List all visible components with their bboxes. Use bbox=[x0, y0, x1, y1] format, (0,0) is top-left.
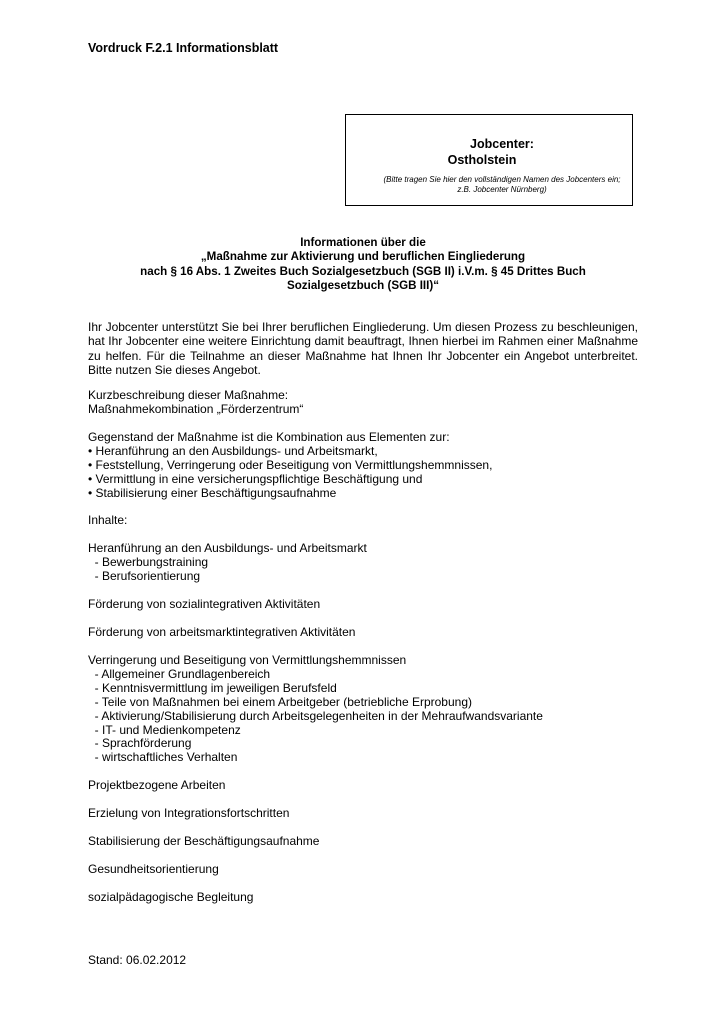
blank-line bbox=[88, 501, 638, 515]
blank-line bbox=[88, 877, 638, 891]
body-line: Kurzbeschreibung dieser Maßnahme: bbox=[88, 388, 289, 402]
body-line: • Vermittlung in eine versicherungspflichtige Beschäftigung und bbox=[88, 471, 423, 486]
jobcenter-name: Ostholstein bbox=[447, 153, 517, 167]
body-line: Projektbezogene Arbeiten bbox=[88, 778, 226, 793]
body-line: Erzielung von Integrationsfortschritten bbox=[88, 806, 290, 821]
blank-line bbox=[88, 584, 638, 598]
body-line: - Kenntnisvermittlung im jeweiligen Berufsfeld bbox=[88, 680, 337, 695]
body-line: sozialpädagogische Begleitung bbox=[88, 889, 254, 904]
body-line: - IT- und Medienkompetenz bbox=[88, 722, 241, 737]
intro-paragraph: Ihr Jobcenter unterstützt Sie bei Ihrer beruflichen Eingliederung. Um diesen Prozess zu beschleunigen, hat Ihr Jobcenter eine weitere Einrichtung damit beauftragt, Ihnen hierbei im Rahmen einer Maßnahme zu helfen. Für die Teilnahme an dieser Maßnahme hat Ihnen Ihr Jobcenter ein Angebot unterbreitet. Bitte nutzen Sie dieses Angebot. bbox=[88, 320, 638, 377]
body-line: Heranführung an den Ausbildungs- und Arbeitsmarkt bbox=[88, 541, 367, 556]
heading-line: nach § 16 Abs. 1 Zweites Buch Sozialgesetzbuch (SGB II) i.V.m. § 45 Drittes Buch bbox=[140, 264, 586, 278]
body-line: Gesundheitsorientierung bbox=[88, 861, 219, 876]
blank-line bbox=[88, 849, 638, 863]
blank-line bbox=[88, 417, 638, 431]
blank-line bbox=[88, 765, 638, 779]
body-line: • Stabilisierung einer Beschäftigungsaufnahme bbox=[88, 485, 337, 500]
body-line: - Sprachförderung bbox=[88, 736, 192, 751]
body-line: Inhalte: bbox=[88, 513, 128, 528]
body-line: Förderung von sozialintegrativen Aktivitäten bbox=[88, 597, 321, 612]
document-heading bbox=[88, 236, 638, 293]
footer-date: Stand: 06.02.2012 bbox=[88, 953, 187, 967]
form-title: Vordruck F.2.1 Informationsblatt bbox=[88, 41, 279, 55]
body-line: Stabilisierung der Beschäftigungsaufnahme bbox=[88, 834, 320, 848]
body-line: - Bewerbungstraining bbox=[88, 555, 209, 570]
body-line: Gegenstand der Maßnahme ist die Kombination aus Elementen zur: bbox=[88, 429, 450, 444]
body-line: - Berufsorientierung bbox=[88, 569, 201, 584]
heading-line: Sozialgesetzbuch (SGB III)“ bbox=[286, 278, 440, 292]
body-line: - wirtschaftliches Verhalten bbox=[88, 750, 238, 765]
jobcenter-hint-line1: (Bitte tragen Sie hier den vollständigen Namen des Jobcenters ein; bbox=[383, 175, 621, 184]
blank-line bbox=[88, 821, 638, 835]
body-line: • Heranführung an den Ausbildungs- und Arbeitsmarkt, bbox=[88, 443, 378, 458]
body-line: - Teile von Maßnahmen bei einem Arbeitgeber (betriebliche Erprobung) bbox=[88, 694, 472, 709]
heading-line: Informationen über die bbox=[300, 236, 426, 249]
jobcenter-hint bbox=[346, 175, 632, 195]
measure-description bbox=[88, 389, 638, 905]
blank-line bbox=[88, 528, 638, 542]
blank-line bbox=[88, 640, 638, 654]
body-line: - Aktivierung/Stabilisierung durch Arbeitsgelegenheiten in der Mehraufwandsvariante bbox=[88, 708, 543, 723]
body-line: Verringerung und Beseitigung von Vermittlungshemmnissen bbox=[88, 652, 407, 667]
jobcenter-hint-line2: z.B. Jobcenter Nürnberg) bbox=[457, 185, 547, 194]
jobcenter-box bbox=[345, 114, 633, 206]
body-line: - Allgemeiner Grundlagenbereich bbox=[88, 666, 271, 681]
body-line: Förderung von arbeitsmarktintegrativen Aktivitäten bbox=[88, 624, 356, 639]
blank-line bbox=[88, 793, 638, 807]
body-line: Maßnahmekombination „Förderzentrum“ bbox=[88, 401, 304, 416]
blank-line bbox=[88, 612, 638, 626]
body-line: • Feststellung, Verringerung oder Beseitigung von Vermittlungshemmnissen, bbox=[88, 457, 493, 472]
heading-line: „Maßnahme zur Aktivierung und beruflichen Eingliederung bbox=[200, 250, 526, 264]
jobcenter-label: Jobcenter: bbox=[470, 137, 534, 151]
